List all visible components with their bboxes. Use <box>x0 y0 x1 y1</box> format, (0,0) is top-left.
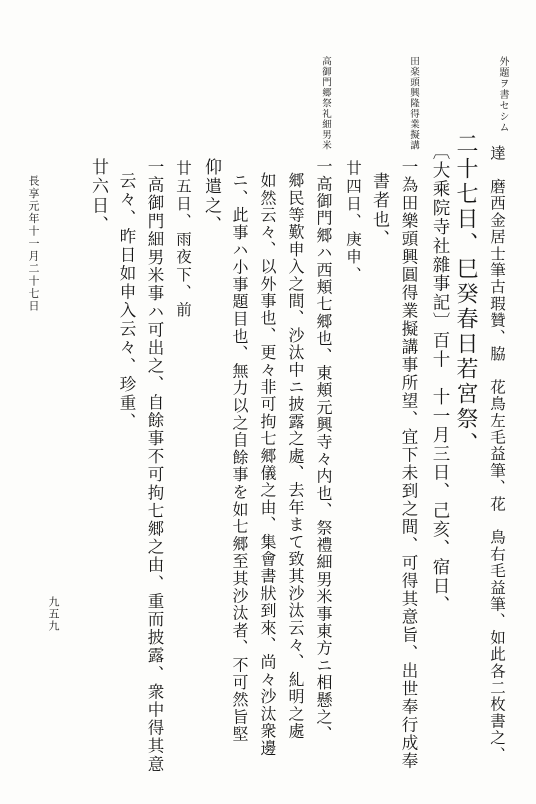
text-line-5: 書者也、 <box>369 172 389 249</box>
text-line-8: 郷民等歎申入之間、沙汰中ニ披露之處、去年まて致其沙汰云々、糺明之處 <box>286 172 305 740</box>
text-line-12: 廿五日、雨夜下、前 <box>174 160 192 320</box>
text-line-3: 〔大乘院寺社雜事記〕百十 十一月三日、己亥、宿日、 <box>430 142 450 615</box>
text-line-6: 廿四日、庚申、 <box>344 160 362 284</box>
text-line-14: 云々、昨日如申入云々、珍重、 <box>117 172 136 431</box>
headnote-right: 外題ヲ書セシム <box>497 56 508 133</box>
text-line-4: 一為田樂頭興圓得業擬講事所望、宜下未到之間、可得其意旨、出世奉行成奉 <box>399 158 418 770</box>
text-line-11: 仰遣之、 <box>201 158 221 235</box>
text-line-9: 如然云々、以外事也、更々非可拘七郷儀之由、集會書狀到來、尚々沙汰衆邊 <box>258 172 277 757</box>
text-line-10: ニ、此事ハ小事題目也、無力以之自餘事を如七郷至其沙汰者、不可然旨堅 <box>230 172 249 743</box>
page-number: 九五九 <box>47 596 60 632</box>
text-line-2: 二十七日、巳癸春日若宮祭、 <box>453 132 478 457</box>
text-line-13: 一高御門細男米事ハ可出之、自餘事不可拘七郷之由、重而披露、衆中得其意 <box>145 158 164 774</box>
text-line-1: 達 磨西金居士筆古瑕贊、脇 花鳥左毛益筆、花 鳥右毛益筆、如此各二枚書之、 <box>488 145 506 763</box>
text-line-15: 廿六日、 <box>88 158 108 235</box>
footer-date: 長享元年十一月二十七日 <box>27 175 40 313</box>
headnote-middle: 田楽頭興隆得業擬講 <box>408 56 419 151</box>
headnote-left: 高御門郷祭礼細男米 <box>320 56 331 151</box>
text-line-7: 一高御門郷ハ西頬七郷也、東頬元興寺々内也、祭禮細男米事東方ニ相懸之、 <box>314 158 333 743</box>
